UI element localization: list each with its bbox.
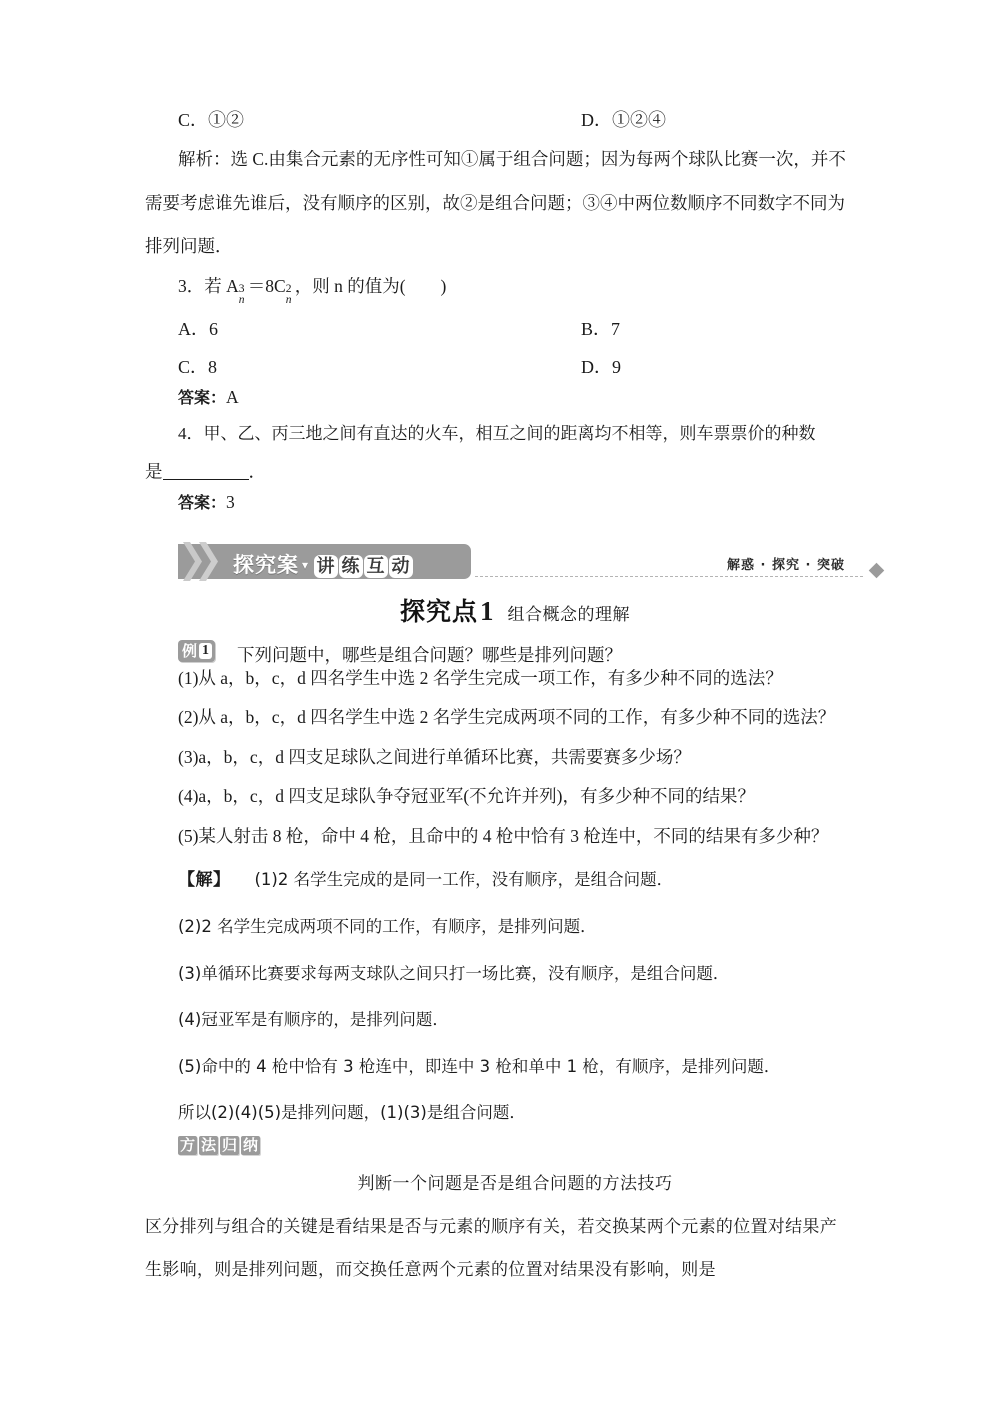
q2-analysis-line-2: 需要考虑谁先谁后，没有顺序的区别，故②是组合问题；③④中两位数顺序不同数字不同为	[145, 192, 845, 213]
method-body-line-1: 区分排列与组合的关键是看结果是否与元素的顺序有关，若交换某两个元素的位置对结果产	[145, 1216, 837, 1237]
method-badge-char-1: 法	[200, 1135, 216, 1154]
q4-answer-label: 答案：	[178, 493, 227, 513]
q3-comb-subscript: n	[285, 293, 292, 306]
example-item-2: (2)从 a，b，c，d 四名学生中选 2 名学生完成两项不同的工作，有多少种不同的选法？	[178, 707, 836, 728]
example-badge-char: 例	[182, 641, 198, 660]
method-body-line-2: 生影响，则是排列问题，而交换任意两个元素的位置对结果没有影响，则是	[145, 1260, 716, 1281]
q3-stem-suffix: ，则 n 的值为( )	[294, 275, 447, 296]
q3-stem	[145, 275, 885, 306]
q3-perm-subscript: n	[238, 293, 245, 306]
q2-option-d[interactable]: D．①②④	[581, 110, 666, 130]
q3-option-b[interactable]: B．7	[581, 319, 621, 339]
example-item-5: (5)某人射击 8 枪，命中 4 枪，且命中的 4 枪中恰有 3 枪连中，不同的结果有多少种？	[178, 825, 829, 846]
banner-title	[233, 549, 414, 579]
explore-point-label: 探究点	[399, 596, 478, 626]
q4-answer-value: 3	[226, 492, 235, 513]
example-solution-conclusion: 所以(2)(4)(5)是排列问题，(1)(3)是组合问题．	[178, 1103, 526, 1123]
q4-stem-prefix: 是	[145, 460, 163, 481]
example-prompt: 下列问题中，哪些是组合问题？哪些是排列问题？	[237, 644, 622, 665]
banner-dashed-rule	[475, 576, 863, 577]
q3-perm-superscript: 3	[238, 283, 245, 296]
banner-badge-chars	[314, 553, 414, 578]
q4-stem-suffix: ．	[248, 460, 266, 481]
q2-option-c[interactable]: C．①②	[178, 110, 245, 130]
q3-options-row-2	[145, 353, 885, 385]
q3-answer-label: 答案：	[178, 388, 227, 407]
q2-options-row	[145, 106, 885, 138]
banner-badge-char-0: 讲	[314, 555, 338, 578]
q2-analysis-line-1: 解析：选 C.由集合元素的无序性可知①属于组合问题；因为每两个球队比赛一次，并不	[178, 149, 846, 169]
example-item-1: (1)从 a，b，c，d 四名学生中选 2 名学生完成一项工作，有多少种不同的选法？	[178, 667, 783, 688]
explore-point-subtitle: 组合概念的理解	[507, 604, 630, 624]
solution-text-1: (1)2 名学生完成的是同一工作，没有顺序，是组合问题．	[254, 870, 674, 890]
q4-answer-blank[interactable]	[163, 462, 249, 481]
example-solution-line-2: (2)2 名学生完成两项不同的工作，有顺序，是排列问题．	[178, 917, 597, 937]
page-content	[145, 106, 885, 1293]
example-solution-line-5: (5)命中的 4 枪中恰有 3 枪连中，即连中 3 枪和单中 1 枪，有顺序，是排列问题．	[178, 1056, 781, 1076]
explore-point-number: 1	[480, 595, 494, 626]
banner-separator-icon: ▾	[302, 557, 310, 572]
q4-answer	[145, 494, 885, 512]
q3-option-d[interactable]: D．9	[581, 357, 621, 377]
explore-point-heading	[145, 592, 885, 628]
banner-title-main: 探究案	[233, 552, 299, 577]
q3-options-row-1	[145, 315, 885, 347]
banner-badge-char-3: 动	[389, 555, 413, 578]
method-summary-title: 判断一个问题是否是组合问题的方法技巧	[357, 1173, 673, 1194]
method-badge-char-2: 归	[221, 1135, 237, 1154]
section-banner	[145, 538, 885, 586]
example-solution-first-line	[145, 871, 885, 889]
q3-option-a[interactable]: A．6	[178, 319, 218, 339]
solution-label: 【解】	[178, 870, 231, 891]
spacer	[145, 512, 885, 534]
example-solution-line-3: (3)单循环比赛要求每两支球队之间只打一场比赛，没有顺序，是组合问题．	[178, 963, 730, 983]
double-chevron-right-icon-2	[198, 541, 219, 582]
banner-badge-char-2: 互	[364, 555, 388, 578]
example-item-4: (4)a，b，c，d 四支足球队争夺冠亚军(不允许并列)，有多少种不同的结果？	[178, 786, 755, 807]
q3-stem-mid: ＝8C	[247, 275, 286, 296]
banner-subtitle: 解惑 · 探究 · 突破	[727, 557, 845, 573]
q3-answer-value: A	[226, 387, 239, 407]
q2-analysis-line-3: 排列问题．	[145, 236, 233, 256]
example-item-3: (3)a，b，c，d 四支足球队之间进行单循环比赛，共需要赛多少场？	[178, 746, 691, 767]
method-badge-char-0: 方	[179, 1135, 195, 1154]
method-badge-char-3: 纳	[242, 1135, 258, 1154]
q4-stem-line-2	[145, 462, 885, 481]
example-header	[145, 640, 885, 670]
method-summary-body	[145, 1206, 885, 1293]
q3-answer	[145, 389, 885, 407]
q3-comb-superscript: 2	[285, 283, 292, 296]
q3-stem-prefix: 3．若 A	[178, 275, 239, 296]
method-summary-badge	[178, 1136, 885, 1155]
diamond-icon	[869, 563, 885, 579]
banner-badge-char-1: 练	[339, 555, 363, 578]
q3-option-c[interactable]: C．8	[178, 357, 218, 377]
example-badge	[178, 640, 215, 662]
example-badge-number: 1	[199, 643, 212, 659]
q4-stem-line-1: 4．甲、乙、丙三地之间有直达的火车，相互之间的距离均不相等，则车票票价的种数	[178, 423, 816, 443]
example-solution-line-4: (4)冠亚军是有顺序的，是排列问题．	[178, 1010, 449, 1030]
